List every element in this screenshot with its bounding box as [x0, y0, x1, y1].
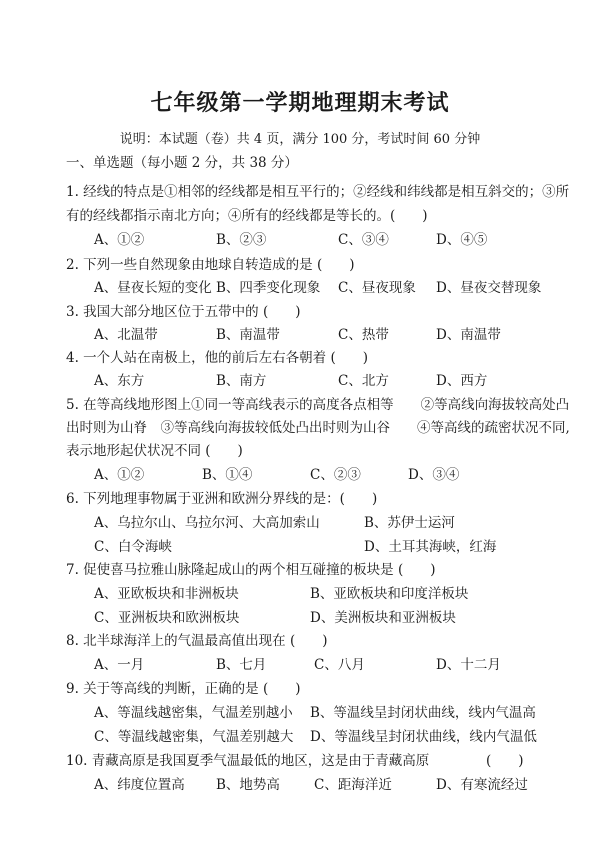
question-1-option-a: A、①②	[94, 232, 145, 248]
question-3-option-a: A、北温带	[94, 327, 158, 343]
question-5-line-2: 出时则为山脊 ③等高线向海拔较低处凸出时则为山谷 ④等高线的疏密状况不同,	[66, 420, 570, 436]
section-heading: 一、单选题（每小题 2 分，共 38 分）	[66, 155, 298, 171]
question-10-option-d: D、有寒流经过	[436, 777, 528, 793]
question-6-option-d: D、土耳其海峡，红海	[364, 539, 497, 555]
question-7-option-c: C、亚洲板块和欧洲板块	[94, 610, 240, 626]
question-1-option-d: D、④⑤	[436, 232, 488, 248]
question-6-option-a: A、乌拉尔山、乌拉尔河、大高加索山	[94, 515, 320, 531]
question-10-option-a: A、纬度位置高	[94, 777, 185, 793]
question-9-option-a: A、等温线越密集，气温差别越小	[94, 705, 293, 721]
question-5-option-d: D、③④	[408, 467, 460, 483]
question-8-option-b: B、七月	[216, 657, 267, 673]
question-7-option-a: A、亚欧板块和非洲板块	[94, 586, 239, 602]
question-4-option-d: D、西方	[436, 373, 488, 389]
question-6-option-c: C、白令海峡	[94, 539, 172, 555]
question-5-option-c: C、②③	[310, 467, 361, 483]
question-10-option-b: B、地势高	[216, 777, 280, 793]
question-3-option-d: D、南温带	[436, 327, 501, 343]
question-2-line-1: 2. 下列一些自然现象由地球自转造成的是 ( )	[66, 257, 355, 273]
question-8-option-c: C、八月	[314, 657, 365, 673]
question-2-option-d: D、昼夜交替现象	[436, 280, 542, 296]
question-5-option-a: A、①②	[94, 467, 145, 483]
question-8-option-a: A、一月	[94, 657, 145, 673]
question-10-line-1: 10. 青藏高原是我国夏季气温最低的地区，这是由于青藏高原	[66, 753, 430, 769]
question-9-option-b: B、等温线呈封闭状曲线，线内气温高	[310, 705, 536, 721]
question-1-option-b: B、②③	[216, 232, 267, 248]
question-7-option-b: B、亚欧板块和印度洋板块	[310, 586, 469, 602]
question-2-option-a: A、昼夜长短的变化	[94, 280, 212, 296]
question-5-line-1: 5. 在等高线地形图上①同一等高线表示的高度各点相等 ②等高线向海拔较高处凸	[66, 397, 570, 413]
question-9-option-c: C、等温线越密集，气温差别越大	[94, 729, 294, 745]
question-4-option-b: B、南方	[216, 373, 267, 389]
question-5-option-b: B、①④	[202, 467, 253, 483]
question-7-line-1: 7. 促使喜马拉雅山脉隆起成山的两个相互碰撞的板块是 ( )	[66, 562, 436, 578]
question-2-option-b: B、四季变化现象	[216, 280, 321, 296]
question-5-line-3: 表示地形起伏状况不同 ( )	[66, 443, 243, 459]
question-9-option-d: D、等温线呈封闭状曲线，线内气温低	[310, 729, 537, 745]
exam-instructions: 说明：本试题（卷）共 4 页，满分 100 分，考试时间 60 分钟	[119, 132, 481, 147]
page-title: 七年级第一学期地理期末考试	[150, 90, 450, 116]
question-8-line-1: 8. 北半球海洋上的气温最高值出现在 ( )	[66, 633, 328, 649]
question-4-option-c: C、北方	[338, 373, 389, 389]
question-3-option-b: B、南温带	[216, 327, 280, 343]
question-6-line-1: 6. 下列地理事物属于亚洲和欧洲分界线的是：( )	[66, 491, 378, 507]
question-1-line-2: 有的经线都指示南北方向；④所有的经线都是等长的。( )	[66, 208, 428, 224]
question-1-option-c: C、③④	[338, 232, 389, 248]
question-1-line-1: 1. 经线的特点是①相邻的经线都是相互平行的；②经线和纬线都是相互斜交的；③所	[66, 184, 570, 200]
question-10-answer-parentheses: ( )	[486, 753, 524, 769]
question-4-line-1: 4. 一个人站在南极上，他的前后左右各朝着 ( )	[66, 350, 368, 366]
question-2-option-c: C、昼夜现象	[338, 280, 416, 296]
question-8-option-d: D、十二月	[436, 657, 501, 673]
question-10-option-c: C、距海洋近	[314, 777, 392, 793]
question-9-line-1: 9. 关于等高线的判断，正确的是 ( )	[66, 681, 301, 697]
question-3-option-c: C、热带	[338, 327, 389, 343]
question-4-option-a: A、东方	[94, 373, 145, 389]
question-6-option-b: B、苏伊士运河	[364, 515, 455, 531]
question-7-option-d: D、美洲板块和亚洲板块	[310, 610, 456, 626]
question-3-line-1: 3. 我国大部分地区位于五带中的 ( )	[66, 304, 301, 320]
